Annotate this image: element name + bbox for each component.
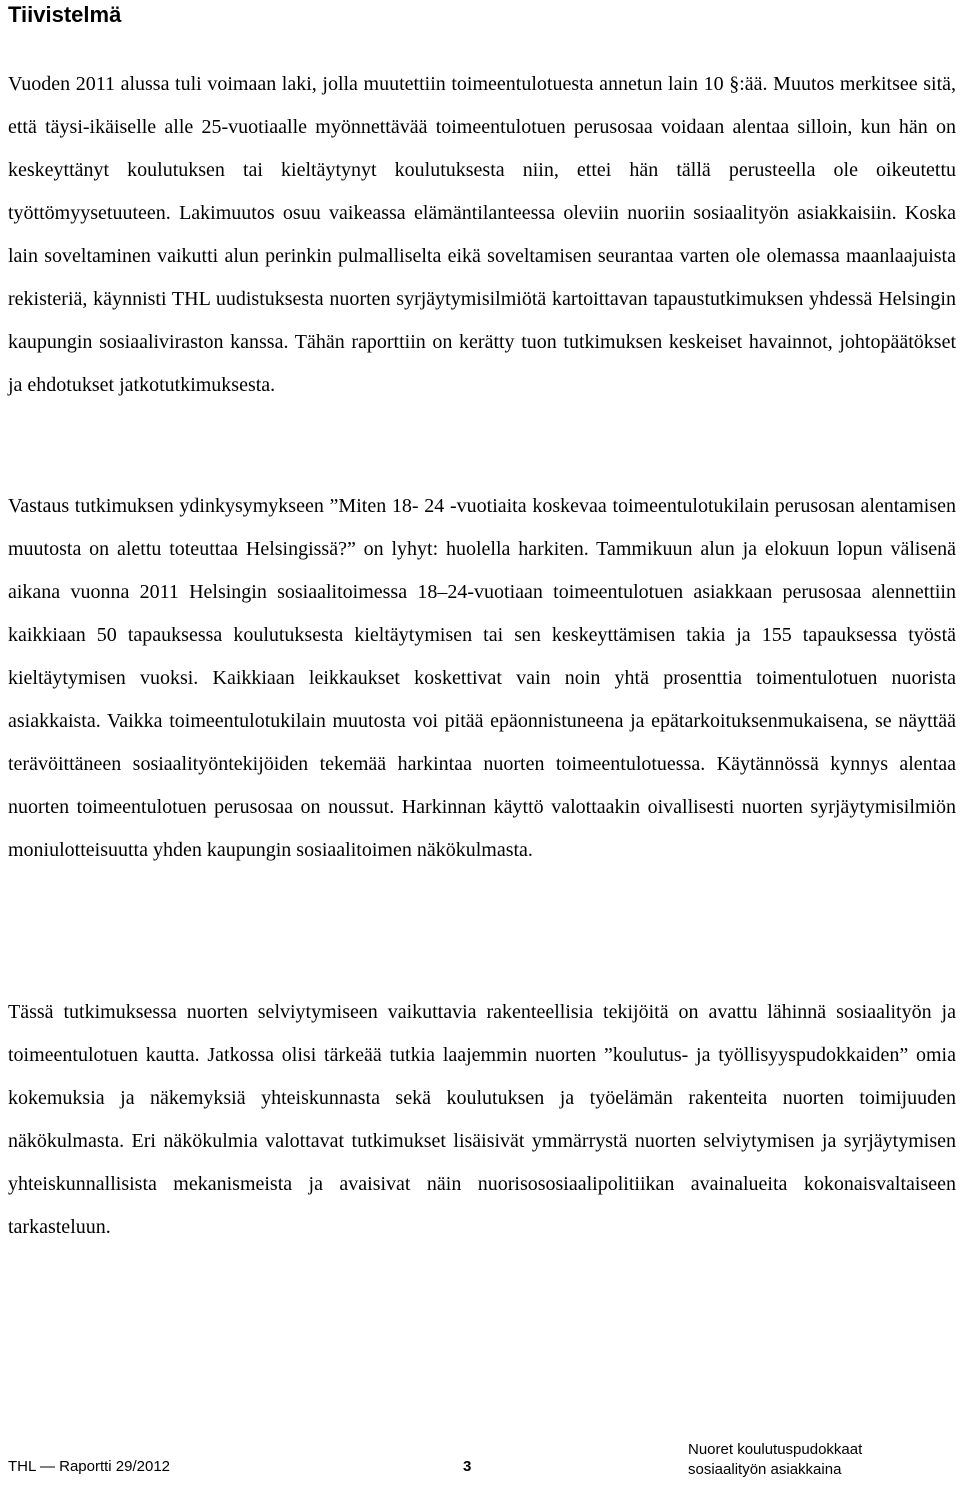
footer-report-title xyxy=(688,1440,862,1480)
paragraph-3: Tässä tutkimuksessa nuorten selviytymiseen vaikuttavia rakenteellisia tekijöitä on avattu lähinnä sosiaalityön ja toimeentulotuen kautta. Jatkossa olisi tärkeää tutkia laajemmin nuorten ”koulutus- ja työllisyyspudokkaiden” omia kokemuksia ja näkemyksiä yhteiskunnasta sekä koulutuksen ja työelämän rakenteita nuorten toimijuuden näkökulmasta. Eri näkökulmia valottavat tutkimukset lisäisivät ymmärrystä nuorten selviytymisen ja syrjäytymisen yhteiskunnallisista mekanismeista ja avaisivat näin nuorisososiaalipolitiikan avainalueita kokonaisvaltaiseen tarkasteluun. xyxy=(8,1001,956,1238)
paragraph-2: Vastaus tutkimuksen ydinkysymykseen ”Miten 18- 24 -vuotiaita koskevaa toimeentulotukilain perusosan alentamisen muutosta on alettu toteuttaa Helsingissä?” on lyhyt: huolella harkiten. Tammikuun alun ja elokuun lopun välisenä aikana vuonna 2011 Helsingin sosiaalitoimessa 18–24-vuotiaan toimeentulotuen asiakkaan perusosaa alennettiin kaikkiaan 50 tapauksessa koulutuksesta kieltäytymisen tai sen keskeyttämisen takia ja 155 tapauksessa työstä kieltäytymisen vuoksi. Kaikkiaan leikkaukset koskettivat vain noin yhtä prosenttia toimentulotuen nuorista asiakkaista. Vaikka toimeentulotukilain muutosta voi pitää epäonnistuneena ja epätarkoituksenmukaisena, se näyttää terävöittäneen sosiaalityöntekijöiden tekemää harkintaa nuorten toimeentulotuessa. Käytännössä kynnys alentaa nuorten toimeentulotuen perusosaa on noussut. Harkinnan käyttö valottaakin oivallisesti nuorten syrjäytymisilmiön moniulotteisuutta yhden kaupungin sosiaalitoimen näkökulmasta. xyxy=(8,495,956,861)
footer-page-number: 3 xyxy=(463,1458,472,1475)
footer-title-line-1: Nuoret koulutuspudokkaat xyxy=(688,1441,863,1458)
page-title: Tiivistelmä xyxy=(8,2,122,27)
footer-title-line-2: sosiaalityön asiakkaina xyxy=(688,1461,842,1478)
paragraph-1: Vuoden 2011 alussa tuli voimaan laki, jolla muutettiin toimeentulotuesta annetun lain 10 §:ää. Muutos merkitsee sitä, että täysi-ikäiselle alle 25-vuotiaalle myönnettävää toimeentulotuen perusosaa voidaan alentaa silloin, kun hän on keskeyttänyt koulutuksen tai kieltäytynyt koulutuksesta niin, ettei hän tällä perusteella ole oikeutettu työttömyysetuuteen. Lakimuutos osuu vaikeassa elämäntilanteessa oleviin nuoriin sosiaalityön asiakkaisiin. Koska lain soveltaminen vaikutti alun perinkin pulmalliselta eikä soveltamisen seurantaa varten ole olemassa maanlaajuista rekisteriä, käynnisti THL uudistuksesta nuorten syrjäytymisilmiötä kartoittavan tapaustutkimuksen yhdessä Helsingin kaupungin sosiaaliviraston kanssa. Tähän raporttiin on kerätty tuon tutkimuksen keskeiset havainnot, johtopäätökset ja ehdotukset jatkotutkimuksesta. xyxy=(8,73,956,396)
footer-report-id: THL — Raportti 29/2012 xyxy=(8,1458,171,1475)
